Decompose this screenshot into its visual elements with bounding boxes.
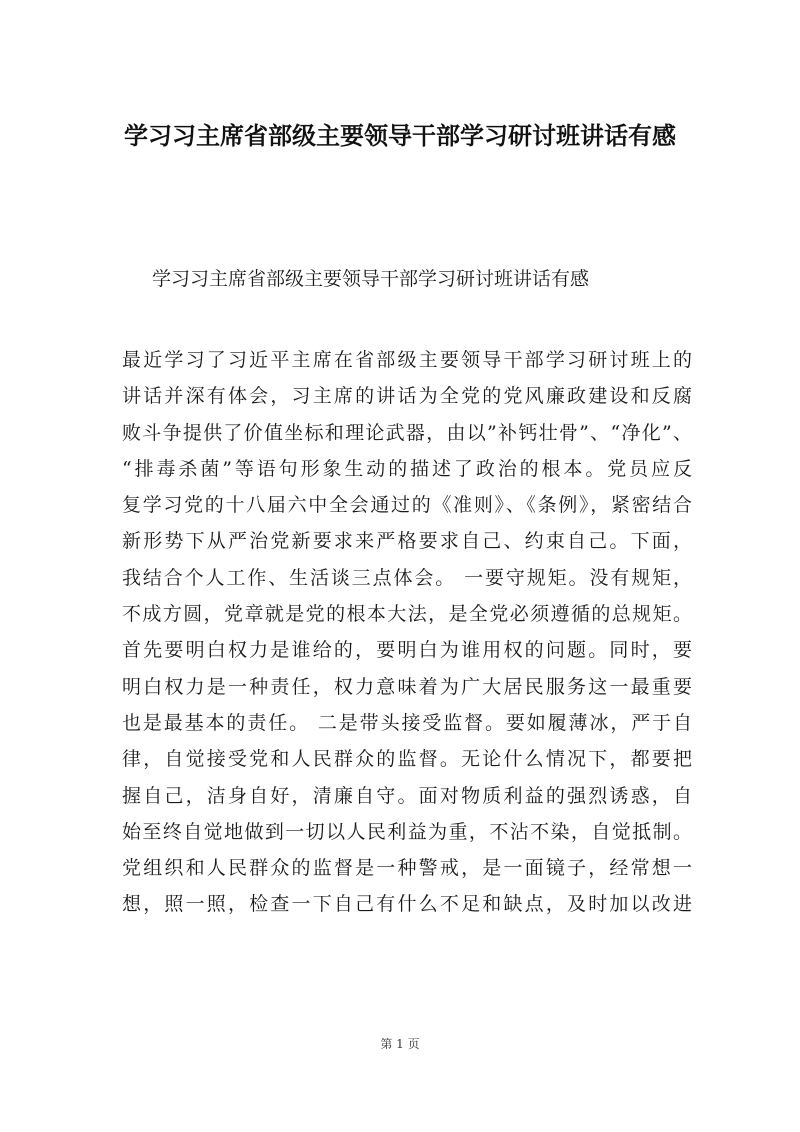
body-line: 最近学习了习近平主席在省部级主要领导干部学习研讨班上的 (122, 349, 692, 371)
body-line: 党组织和人民群众的监督是一种警戒，是一面镜子，经常想一 (122, 857, 692, 880)
body-line: 败斗争提供了价值坐标和理论武器，由以”补钙壮骨”、“净化”、 (122, 421, 692, 444)
body-line: 明白权力是一种责任，权力意味着为广大居民服务这一最重要 (122, 675, 692, 698)
body-line: 也是最基本的责任。 二是带头接受监督。要如履薄冰，严于自 (122, 711, 692, 734)
body-line: 新形势下从严治党新要求来严格要求自己、约束自己。下面， (122, 530, 692, 553)
body-line: 复学习党的十八届六中全会通过的《准则》、《条例》，紧密结合 (122, 494, 692, 517)
document-title: 学习习主席省部级主要领导干部学习研讨班讲话有感 (124, 122, 676, 150)
page-number-footer: 第 1 页 (380, 1037, 420, 1051)
body-line: 首先要明白权力是谁给的，要明白为谁用权的问题。同时，要 (122, 639, 692, 662)
body-line: 讲话并深有体会，习主席的讲话为全党的党风廉政建设和反腐 (122, 385, 692, 408)
document-subtitle: 学习习主席省部级主要领导干部学习研讨班讲话有感 (152, 268, 590, 290)
body-line: 我结合个人工作、生活谈三点体会。 一要守规矩。没有规矩， (122, 566, 692, 589)
body-line: 握自己，洁身自好，清廉自守。面对物质利益的强烈诱惑，自 (122, 784, 692, 807)
body-line: 想，照一照，检查一下自己有什么不足和缺点，及时加以改进 (122, 893, 692, 916)
body-line: 律，自觉接受党和人民群众的监督。无论什么情况下，都要把 (122, 748, 692, 771)
body-line: 不成方圆，党章就是党的根本大法，是全党必须遵循的总规矩。 (122, 603, 692, 626)
document-body (122, 342, 692, 923)
body-line: 始至终自觉地做到一切以人民利益为重，不沾不染，自觉抵制。 (122, 820, 692, 843)
body-line: “排毒杀菌”等语句形象生动的描述了政治的根本。党员应反 (122, 457, 692, 480)
